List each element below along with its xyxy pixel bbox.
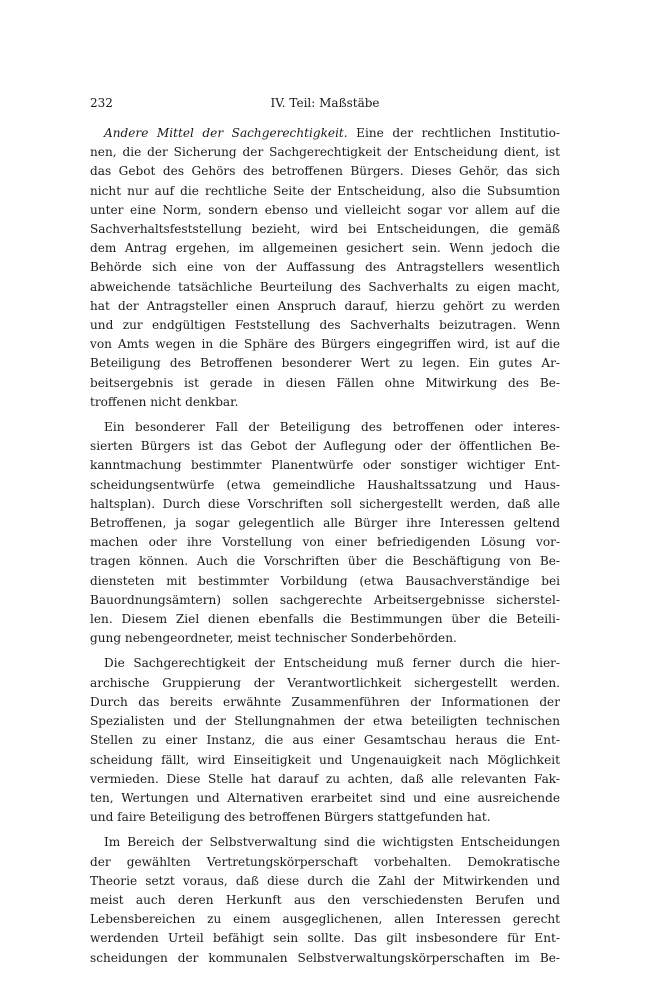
text-line: Lebensbereichen zu einem ausgeglichenen, allen Interessen gerecht [90, 912, 560, 927]
text-line: scheidungsentwürfe (etwa gemeindliche Haushaltssatzung und Haus- [90, 477, 560, 492]
text-line: Spezialisten und der Stellungnahmen der etwa beteiligten technischen [90, 714, 560, 729]
text-line: nicht nur auf die rechtliche Seite der Entscheidung, also die Subsumtion [90, 183, 560, 198]
body-text [90, 124, 560, 974]
paragraph-1 [90, 124, 560, 412]
text-line: werdenden Urteil befähigt sein sollte. Das gilt insbesondere für Ent- [90, 931, 560, 946]
page-number: 232 [90, 96, 113, 110]
text-line: und faire Beteiligung des betroffenen Bürgers stattgefunden hat. [90, 810, 491, 825]
text-line: Behörde sich eine von der Auffassung des Antragstellers wesentlich [90, 260, 560, 275]
paragraph-4 [90, 833, 560, 967]
text-line: Theorie setzt voraus, daß diese durch die Zahl der Mitwirkenden und [90, 873, 560, 888]
text-line: archische Gruppierung der Verantwortlichkeit sichergestellt werden. [90, 675, 560, 690]
paragraph-3 [90, 654, 560, 827]
text-line: Die Sachgerechtigkeit der Entscheidung muß ferner durch die hier- [104, 656, 560, 671]
text-line: len. Diesem Ziel dienen ebenfalls die Bestimmungen über die Beteili- [90, 612, 560, 627]
paragraph-2 [90, 418, 560, 648]
page-header [90, 96, 560, 116]
text-line: der gewählten Vertretungskörperschaft vorbehalten. Demokratische [90, 854, 560, 869]
text-line: haltsplan). Durch diese Vorschriften soll sichergestellt werden, daß alle [90, 496, 560, 511]
text-line: ten, Wertungen und Alternativen erarbeitet sind und eine ausreichende [90, 790, 560, 805]
running-head: IV. Teil: Maßstäbe [270, 96, 380, 110]
text-line: und zur endgültigen Feststellung des Sachverhalts beizutragen. Wenn [90, 318, 560, 333]
text-line: Beteiligung des Betroffenen besonderer Wert zu legen. Ein gutes Ar- [90, 356, 560, 371]
text-line: diensteten mit bestimmter Vorbildung (etwa Bausachverständige bei [90, 573, 560, 588]
section-lead-italic: Andere Mittel der Sachgerechtigkeit. [104, 126, 348, 140]
text-line: sierten Bürgers ist das Gebot der Auflegung oder der öffentlichen Be- [90, 439, 560, 454]
text-line: unter eine Norm, sondern ebenso und vielleicht sogar vor allem auf die [90, 202, 560, 217]
text-line: dem Antrag ergehen, im allgemeinen gesichert sein. Wenn jedoch die [90, 241, 560, 256]
text-line: tragen können. Auch die Vorschriften über die Beschäftigung von Be- [90, 554, 560, 569]
text-line: von Amts wegen in die Sphäre des Bürgers eingegriffen wird, ist auf die [90, 337, 560, 352]
text-line: troffenen nicht denkbar. [90, 394, 239, 409]
text-line: das Gebot des Gehörs des betroffenen Bürgers. Dieses Gehör, das sich [90, 164, 560, 179]
text-line: gung nebengeordneter, meist technischer Sonderbehörden. [90, 631, 457, 646]
text-line: machen oder ihre Vorstellung von einer befriedigenden Lösung vor- [90, 535, 560, 550]
text-line: Betroffenen, ja sogar gelegentlich alle Bürger ihre Interessen geltend [90, 516, 560, 531]
text-line: hat der Antragsteller einen Anspruch darauf, hierzu gehört zu werden [90, 298, 560, 313]
text-line: Durch das bereits erwähnte Zusammenführen der Informationen der [90, 694, 560, 709]
text-line: abweichende tatsächliche Beurteilung des Sachverhalts zu eigen macht, [90, 279, 560, 294]
text-line: meist auch deren Herkunft aus den verschiedensten Berufen und [90, 892, 560, 907]
text-line: nen, die der Sicherung der Sachgerechtigkeit der Entscheidung dient, ist [90, 145, 560, 160]
text-line: vermieden. Diese Stelle hat darauf zu achten, daß alle relevanten Fak- [90, 771, 560, 786]
text-line: Ein besonderer Fall der Beteiligung des betroffenen oder interes- [104, 420, 560, 435]
text-line: scheidungen der kommunalen Selbstverwaltungskörperschaften im Be- [90, 950, 560, 965]
text-line: Sachverhaltsfeststellung bezieht, wird bei Entscheidungen, die gemäß [90, 222, 560, 237]
text-line: beitsergebnis ist gerade in diesen Fällen ohne Mitwirkung des Be- [90, 375, 560, 390]
text-line: Bauordnungsämtern) sollen sachgerechte Arbeitsergebnisse sicherstel- [90, 592, 560, 607]
text-line: Andere Mittel der Sachgerechtigkeit. Eine der rechtlichen Institutio- [104, 126, 560, 140]
text-line: Stellen zu einer Instanz, die aus einer Gesamtschau heraus die Ent- [90, 733, 560, 748]
text-line: Im Bereich der Selbstverwaltung sind die wichtigsten Entscheidungen [104, 835, 560, 850]
text-line: kanntmachung bestimmter Planentwürfe oder sonstiger wichtiger Ent- [90, 458, 560, 473]
text-line: scheidung fällt, wird Einseitigkeit und Ungenauigkeit nach Möglichkeit [90, 752, 560, 767]
